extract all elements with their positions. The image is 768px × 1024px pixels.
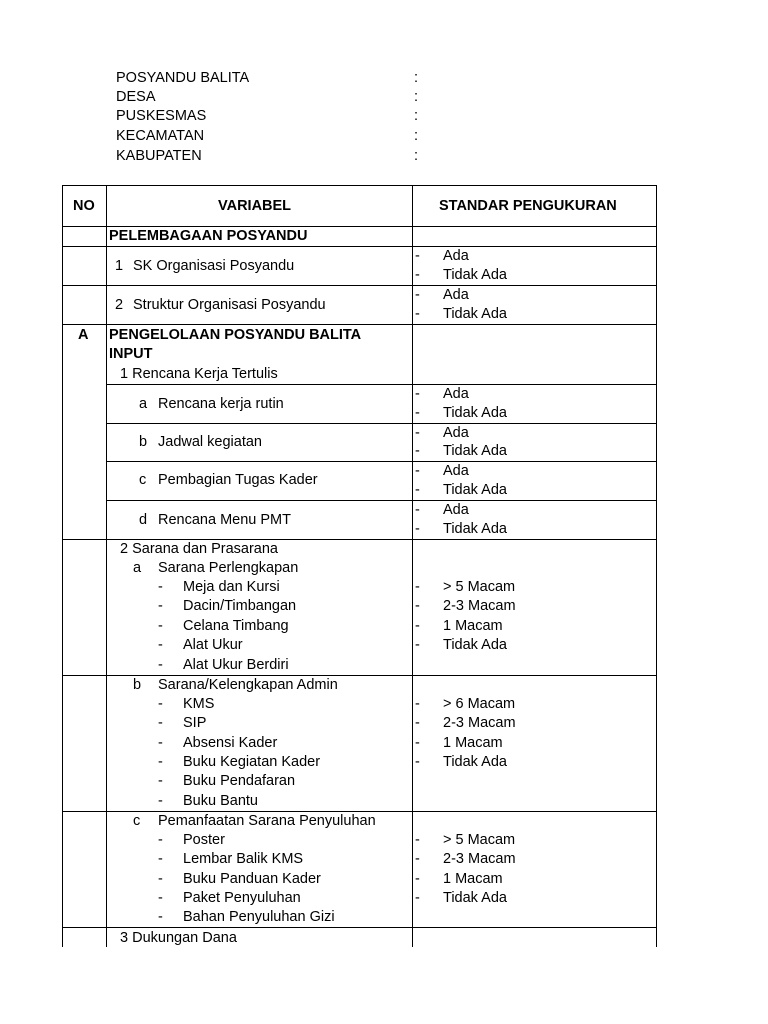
section-title: PELEMBAGAAN POSYANDU xyxy=(109,228,308,244)
dash: - xyxy=(158,754,163,770)
dash: - xyxy=(415,405,420,421)
row-divider xyxy=(62,246,657,247)
subsection-title: 3 Dukungan Dana xyxy=(120,930,237,946)
dash: - xyxy=(415,443,420,459)
item-number: 2 xyxy=(115,297,124,313)
field-sep: : xyxy=(414,89,419,105)
field-sep: : xyxy=(414,70,419,86)
dash: - xyxy=(158,773,163,789)
dash: - xyxy=(158,851,163,867)
std-value: > 5 Macam xyxy=(443,579,516,595)
dash: - xyxy=(415,637,420,653)
list-item: KMS xyxy=(183,696,215,712)
dash: - xyxy=(415,425,420,441)
list-item: Paket Penyuluhan xyxy=(183,890,301,906)
item-label: Rencana Menu PMT xyxy=(158,512,291,528)
dash: - xyxy=(415,482,420,498)
dash: - xyxy=(415,248,420,264)
dash: - xyxy=(415,754,420,770)
dash: - xyxy=(158,637,163,653)
table-top-border xyxy=(62,185,657,186)
field-label-posyandu: POSYANDU BALITA xyxy=(116,70,250,86)
field-label-puskesmas: PUSKESMAS xyxy=(116,108,207,124)
subsection-title: 2 Sarana dan Prasarana xyxy=(120,541,278,557)
field-sep: : xyxy=(414,148,419,164)
dash: - xyxy=(158,696,163,712)
list-item: Buku Bantu xyxy=(183,793,258,809)
list-item: Celana Timbang xyxy=(183,618,289,634)
dash: - xyxy=(158,715,163,731)
list-item: Buku Pendafaran xyxy=(183,773,296,789)
item-label: SK Organisasi Posyandu xyxy=(133,258,295,274)
dash: - xyxy=(158,871,163,887)
std-value: Ada xyxy=(443,287,469,303)
item-letter: c xyxy=(139,472,147,488)
item-label: Sarana Perlengkapan xyxy=(158,560,299,576)
list-item: Buku Panduan Kader xyxy=(183,871,321,887)
list-item: SIP xyxy=(183,715,207,731)
item-label: Struktur Organisasi Posyandu xyxy=(133,297,326,313)
table-header-border xyxy=(62,226,657,227)
field-label-kecamatan: KECAMATAN xyxy=(116,128,205,144)
std-value: Ada xyxy=(443,386,469,402)
item-letter: b xyxy=(139,434,148,450)
row-divider xyxy=(62,539,657,540)
row-divider xyxy=(62,927,657,928)
subsection-title: 1 Rencana Kerja Tertulis xyxy=(120,366,278,382)
dash: - xyxy=(415,579,420,595)
list-item: Meja dan Kursi xyxy=(183,579,280,595)
std-value: Ada xyxy=(443,425,469,441)
item-label: Sarana/Kelengkapan Admin xyxy=(158,677,338,693)
std-value: 1 Macam xyxy=(443,618,503,634)
item-letter: a xyxy=(139,396,148,412)
field-sep: : xyxy=(414,128,419,144)
std-value: Tidak Ada xyxy=(443,306,507,322)
std-value: 2-3 Macam xyxy=(443,715,516,731)
std-value: Tidak Ada xyxy=(443,890,507,906)
std-value: Tidak Ada xyxy=(443,267,507,283)
std-value: 1 Macam xyxy=(443,871,503,887)
row-divider xyxy=(106,461,657,462)
dash: - xyxy=(415,267,420,283)
list-item: Poster xyxy=(183,832,225,848)
std-value: Ada xyxy=(443,463,469,479)
row-divider xyxy=(62,285,657,286)
dash: - xyxy=(158,657,163,673)
section-subtitle: INPUT xyxy=(109,346,153,362)
field-label-kabupaten: KABUPATEN xyxy=(116,148,202,164)
std-value: Ada xyxy=(443,248,469,264)
col-header-no: NO xyxy=(73,198,95,214)
item-letter: c xyxy=(133,813,141,829)
item-letter: a xyxy=(133,560,142,576)
dash: - xyxy=(415,851,420,867)
list-item: Lembar Balik KMS xyxy=(183,851,304,867)
dash: - xyxy=(415,502,420,518)
list-item: Dacin/Timbangan xyxy=(183,598,297,614)
list-item: Alat Ukur xyxy=(183,637,243,653)
dash: - xyxy=(158,793,163,809)
std-value: 2-3 Macam xyxy=(443,598,516,614)
std-value: 1 Macam xyxy=(443,735,503,751)
std-value: Tidak Ada xyxy=(443,637,507,653)
std-value: Tidak Ada xyxy=(443,482,507,498)
dash: - xyxy=(415,521,420,537)
col-border-right xyxy=(656,185,657,947)
std-value: 2-3 Macam xyxy=(443,851,516,867)
item-label: Pemanfaatan Sarana Penyuluhan xyxy=(158,813,376,829)
dash: - xyxy=(415,890,420,906)
std-value: > 5 Macam xyxy=(443,832,516,848)
list-item: Buku Kegiatan Kader xyxy=(183,754,321,770)
col-border-var xyxy=(412,185,413,947)
col-border-no xyxy=(106,185,107,947)
dash: - xyxy=(415,287,420,303)
col-header-variabel: VARIABEL xyxy=(218,198,292,214)
dash: - xyxy=(158,579,163,595)
item-label: Jadwal kegiatan xyxy=(158,434,262,450)
item-label: Pembagian Tugas Kader xyxy=(158,472,318,488)
item-number: 1 xyxy=(115,258,124,274)
dash: - xyxy=(415,306,420,322)
section-no: A xyxy=(78,327,89,343)
dash: - xyxy=(415,832,420,848)
item-letter: d xyxy=(139,512,148,528)
dash: - xyxy=(415,618,420,634)
std-value: Tidak Ada xyxy=(443,443,507,459)
std-value: Tidak Ada xyxy=(443,521,507,537)
row-divider xyxy=(62,675,657,676)
dash: - xyxy=(158,909,163,925)
dash: - xyxy=(415,735,420,751)
row-divider xyxy=(62,324,657,325)
std-value: Tidak Ada xyxy=(443,754,507,770)
list-item: Alat Ukur Berdiri xyxy=(183,657,289,673)
dash: - xyxy=(158,735,163,751)
row-divider xyxy=(106,423,657,424)
dash: - xyxy=(158,618,163,634)
dash: - xyxy=(415,598,420,614)
item-letter: b xyxy=(133,677,142,693)
col-header-standar: STANDAR PENGUKURAN xyxy=(439,198,617,214)
dash: - xyxy=(415,386,420,402)
row-divider xyxy=(106,384,657,385)
row-divider xyxy=(106,500,657,501)
field-label-desa: DESA xyxy=(116,89,156,105)
list-item: Bahan Penyuluhan Gizi xyxy=(183,909,335,925)
dash: - xyxy=(415,715,420,731)
item-label: Rencana kerja rutin xyxy=(158,396,284,412)
dash: - xyxy=(158,832,163,848)
col-border-left xyxy=(62,185,63,947)
std-value: > 6 Macam xyxy=(443,696,516,712)
dash: - xyxy=(158,598,163,614)
section-title: PENGELOLAAN POSYANDU BALITA xyxy=(109,327,362,343)
list-item: Absensi Kader xyxy=(183,735,278,751)
dash: - xyxy=(158,890,163,906)
std-value: Tidak Ada xyxy=(443,405,507,421)
dash: - xyxy=(415,463,420,479)
field-sep: : xyxy=(414,108,419,124)
dash: - xyxy=(415,871,420,887)
dash: - xyxy=(415,696,420,712)
std-value: Ada xyxy=(443,502,469,518)
row-divider xyxy=(62,811,657,812)
